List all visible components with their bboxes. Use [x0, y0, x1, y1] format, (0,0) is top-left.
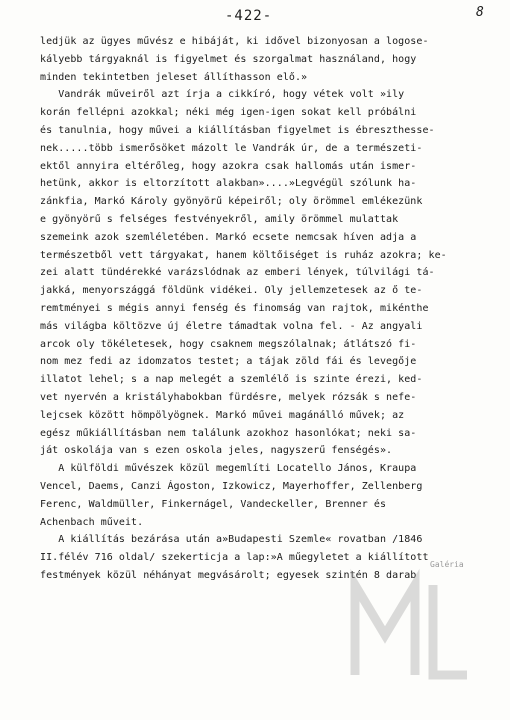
text-line: nom mez fedi az idomzatos testet; a tájak zöld fái és levegője [40, 356, 417, 368]
text-line: ektől annyira eltérőleg, hogy azokra csak hallomás után ismer- [40, 160, 417, 172]
text-line: Achenbach műveit. [40, 516, 144, 528]
text-line: e gyönyörű s felséges festvényekről, amily örömmel mulattak [40, 213, 399, 225]
text-line: Vandrák műveiről azt írja a cikkíró, hogy vétek volt »ily [40, 89, 405, 101]
text-line: korán fellépni azokkal; néki még igen-igen sokat kell próbálni [40, 107, 417, 119]
text-line: festmények közül néhányat megvásárolt; egyesek szintén 8 darab [40, 569, 417, 581]
corner-page-number: 8 [476, 5, 484, 20]
text-line: arcok oly tökéletesek, hogy csaknem megszólalnak; átlátszó fi- [40, 338, 417, 350]
text-line: remtményei s mégis annyi fenség és finomság van rajtok, mikénthe [40, 302, 429, 314]
text-line: zei alatt tündérekké varázslódnak az emberi lények, túlvilági tá- [40, 267, 435, 279]
page-number: -422- [225, 8, 273, 24]
text-line: kályebb tárgyaknál is figyelmet és szorgalmat használand, hogy [40, 53, 417, 65]
text-line: minden tekintetben jeleset állíthasson elő.» [40, 71, 308, 83]
text-line: A kiállítás bezárása után a»Budapesti Szemle« rovatban /1846 [40, 534, 423, 546]
text-line: zánkfia, Markó Károly gyönyörű képeiről; oly örömmel emlékezünk [40, 196, 423, 208]
text-line: szemeink azok szemléletében. Markó ecsete nemcsak híven adja a [40, 231, 417, 243]
text-line: Ferenc, Waldmüller, Finkernágel, Vandeckeller, Brenner és [40, 498, 387, 510]
text-line: illatot lehel; s a nap melegét a szemlélő is szinte érezi, ked- [40, 374, 423, 386]
text-line: és tanulnia, hogy művei a kiállításban figyelmet is ébreszthesse- [40, 124, 435, 136]
text-line: természetből vett tárgyakat, hanem költőiséget is ruház azokra; ke- [40, 249, 447, 261]
text-line: hetünk, akkor is eltorzított alakban»....»Legvégül szólunk ha- [40, 178, 417, 190]
text-line: lejcsek között hömpölyögnek. Markó művei magánálló művek; az [40, 409, 405, 421]
text-line: jakká, menyországgá földünk vidékei. Oly jellemzetesek az ő te- [40, 285, 423, 297]
text-line: nek.....több ismerősöket mázolt le Vandrák úr, de a természeti- [40, 142, 423, 154]
text-line: A külföldi művészek közül megemlíti Locatello János, Kraupa [40, 463, 417, 475]
watermark-caption: Galéria [430, 560, 464, 569]
text-line: ját oskolája van s ezen oskola jeles, nagyszerű fenségés». [40, 445, 393, 457]
text-line: Vencel, Daems, Canzi Ágoston, Izkowicz, Mayerhoffer, Zellenberg [40, 480, 423, 492]
text-line: II.félév 716 oldal/ szekerticja a lap:»A műegyletet a kiállított [40, 552, 429, 564]
text-line: más világba költözve új életre támadtak volna fel. - Az angyali [40, 320, 423, 332]
text-line: vet nyervén a kristályhabokban fürdésre, melyek rózsák s nefe- [40, 391, 417, 403]
body-text [40, 33, 492, 585]
text-line: ledjük az ügyes művész e hibáját, ki idővel bizonyosan a logose- [40, 36, 429, 47]
text-line: egész műkiállításban nem találunk azokhoz hasonlókat; neki sa- [40, 427, 417, 439]
